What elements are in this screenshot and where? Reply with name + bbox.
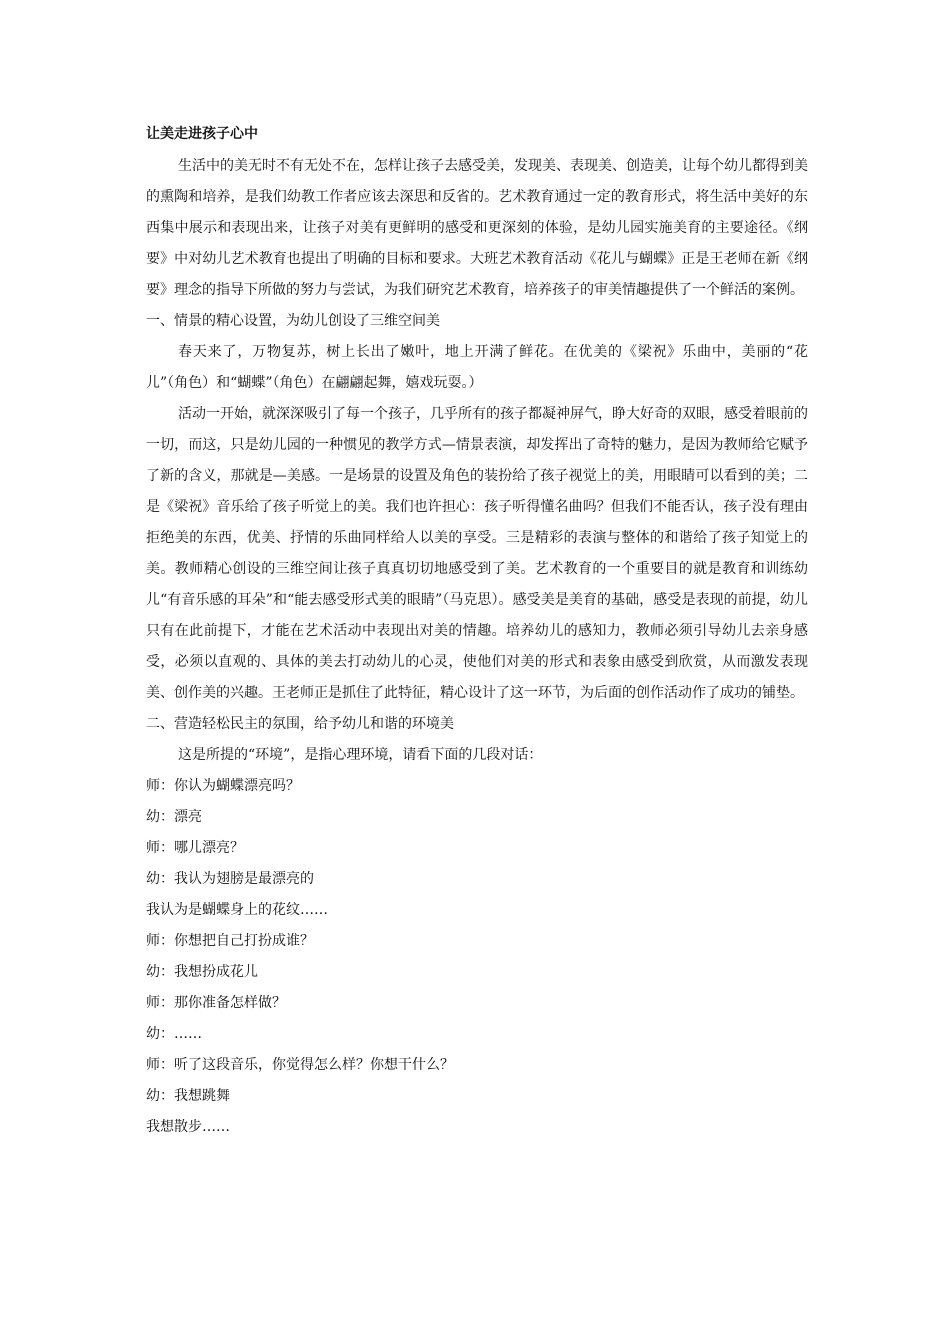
section-2-heading: 二、营造轻松民主的氛围，给予幼儿和谐的环境美	[146, 716, 454, 732]
dialogue-line: 师：那你准备怎样做？	[146, 995, 286, 1011]
dialogue-line: 师：听了这段音乐，你觉得怎么样？你想干什么？	[146, 1057, 454, 1073]
dialogue-line: 师：你认为蝴蝶漂亮吗？	[146, 778, 300, 794]
dialogue-line: 我认为是蝴蝶身上的花纹……	[146, 902, 328, 918]
document-title: 让美走进孩子心中	[146, 126, 258, 142]
section-2-paragraph-1: 这是所提的“环境”，是指心理环境，请看下面的几段对话：	[178, 747, 543, 763]
section-1-heading: 一、情景的精心设置，为幼儿创设了三维空间美	[146, 313, 440, 329]
section-1-paragraph-2: 活动一开始，就深深吸引了每一个孩子，几乎所有的孩子都凝神屏气，睁大好奇的双眼，感受着眼前的一切，而这，只是幼儿园的一种惯见的教学方式—情景表演，却发挥出了奇特的魅力，是因为教师给它赋予了新的含义，那就是—美感。一是场景的设置及角色的装扮给了孩子视觉上的美，用眼睛可以看到的美；二是《梁祝》音乐给了孩子听觉上的美。我们也许担心：孩子听得懂名曲吗？但我们不能否认，孩子没有理由拒绝美的东西，优美、抒情的乐曲同样给人以美的享受。三是精彩的表演与整体的和谐给了孩子知觉上的美。教师精心创设的三维空间让孩子真真切切地感受到了美。艺术教育的一个重要目的就是教育和训练幼儿“有音乐感的耳朵”和“能去感受形式美的眼睛”（马克思）。感受美是美育的基础，感受是表现的前提，幼儿只有在此前提下，才能在艺术活动中表现出对美的情趣。培养幼儿的感知力，教师必须引导幼儿去亲身感受，必须以直观的、具体的美去打动幼儿的心灵，使他们对美的形式和表象由感受到欣赏，从而激发表现美、创作美的兴趣。王老师正是抓住了此特征，精心设计了这一环节，为后面的创作活动作了成功的铺垫。	[146, 406, 808, 701]
intro-paragraph: 生活中的美无时不有无处不在，怎样让孩子去感受美，发现美、表现美、创造美，让每个幼儿都得到美的熏陶和培养，是我们幼教工作者应该去深思和反省的。艺术教育通过一定的教育形式，将生活中美好的东西集中展示和表现出来，让孩子对美有更鲜明的感受和更深刻的体验，是幼儿园实施美育的主要途径。《纲要》中对幼儿艺术教育也提出了明确的目标和要求。大班艺术教育活动《花儿与蝴蝶》正是王老师在新《纲要》理念的指导下所做的努力与尝试，为我们研究艺术教育，培养孩子的审美情趣提供了一个鲜活的案例。	[146, 158, 808, 298]
dialogue-line: 幼：漂亮	[146, 809, 202, 825]
dialogue	[146, 771, 808, 1143]
document-page	[146, 124, 808, 1143]
dialogue-line: 幼：我想扮成花儿	[146, 964, 258, 980]
dialogue-line: 师：你想把自己打扮成谁？	[146, 933, 314, 949]
dialogue-line: 我想散步……	[146, 1119, 230, 1135]
section-1-paragraph-1: 春天来了，万物复苏，树上长出了嫩叶，地上开满了鲜花。在优美的《梁祝》乐曲中，美丽的“花儿”（角色）和“蝴蝶”（角色）在翩翩起舞，嬉戏玩耍。）	[146, 344, 808, 391]
dialogue-line: 幼：……	[146, 1026, 202, 1042]
dialogue-line: 师：哪儿漂亮？	[146, 840, 244, 856]
dialogue-line: 幼：我认为翅膀是最漂亮的	[146, 871, 314, 887]
dialogue-line: 幼：我想跳舞	[146, 1088, 230, 1104]
